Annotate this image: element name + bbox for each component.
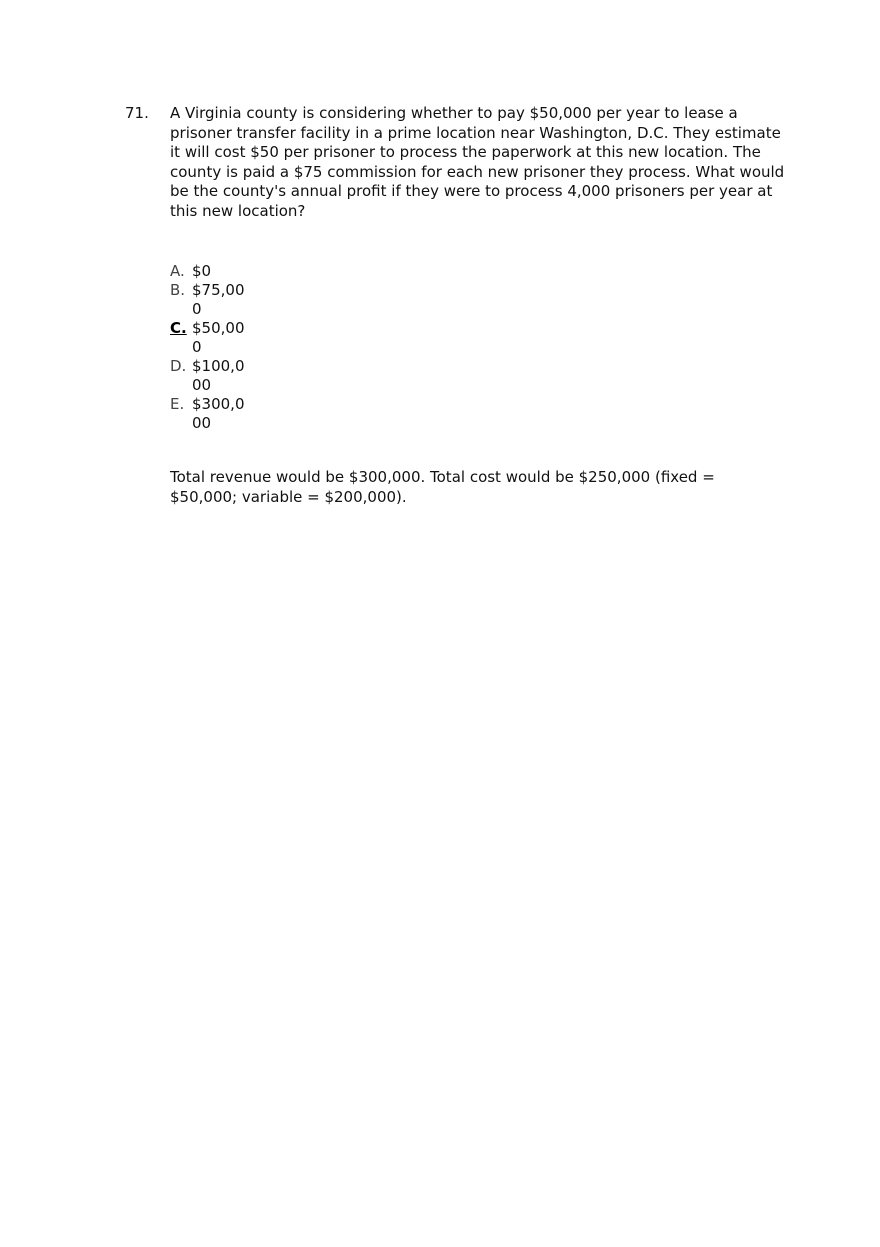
answer-choices <box>170 262 254 433</box>
choice-text: $0 <box>192 262 212 280</box>
choice-c <box>170 319 254 357</box>
answer-explanation: Total revenue would be $300,000. Total cost would be $250,000 (fixed = $50,000; variable = $200,000). <box>170 468 715 506</box>
choice-text: $75,000 <box>192 281 245 318</box>
correct-choice-letter: C. <box>170 319 187 337</box>
choice-a <box>170 262 254 281</box>
choice-letter: D. <box>170 357 187 375</box>
choice-b <box>170 281 254 319</box>
choice-letter: E. <box>170 395 185 413</box>
question-number: 71. <box>125 104 149 122</box>
choice-d <box>170 357 254 395</box>
choice-text: $50,000 <box>192 319 245 356</box>
choice-text: $100,000 <box>192 357 245 394</box>
choice-letter: B. <box>170 281 186 299</box>
choice-text: $300,000 <box>192 395 245 432</box>
question-text: A Virginia county is considering whether to pay $50,000 per year to lease a prisoner transfer facility in a prime location near Washington, D.C. They estimate it will cost $50 per prisoner to process the paperwork at this new location. The county is paid a $75 commission for each new prisoner they process. What would be the county's annual profit if they were to process 4,000 prisoners per year at this new location? <box>170 104 785 220</box>
choice-letter: A. <box>170 262 185 280</box>
choice-e <box>170 395 254 433</box>
